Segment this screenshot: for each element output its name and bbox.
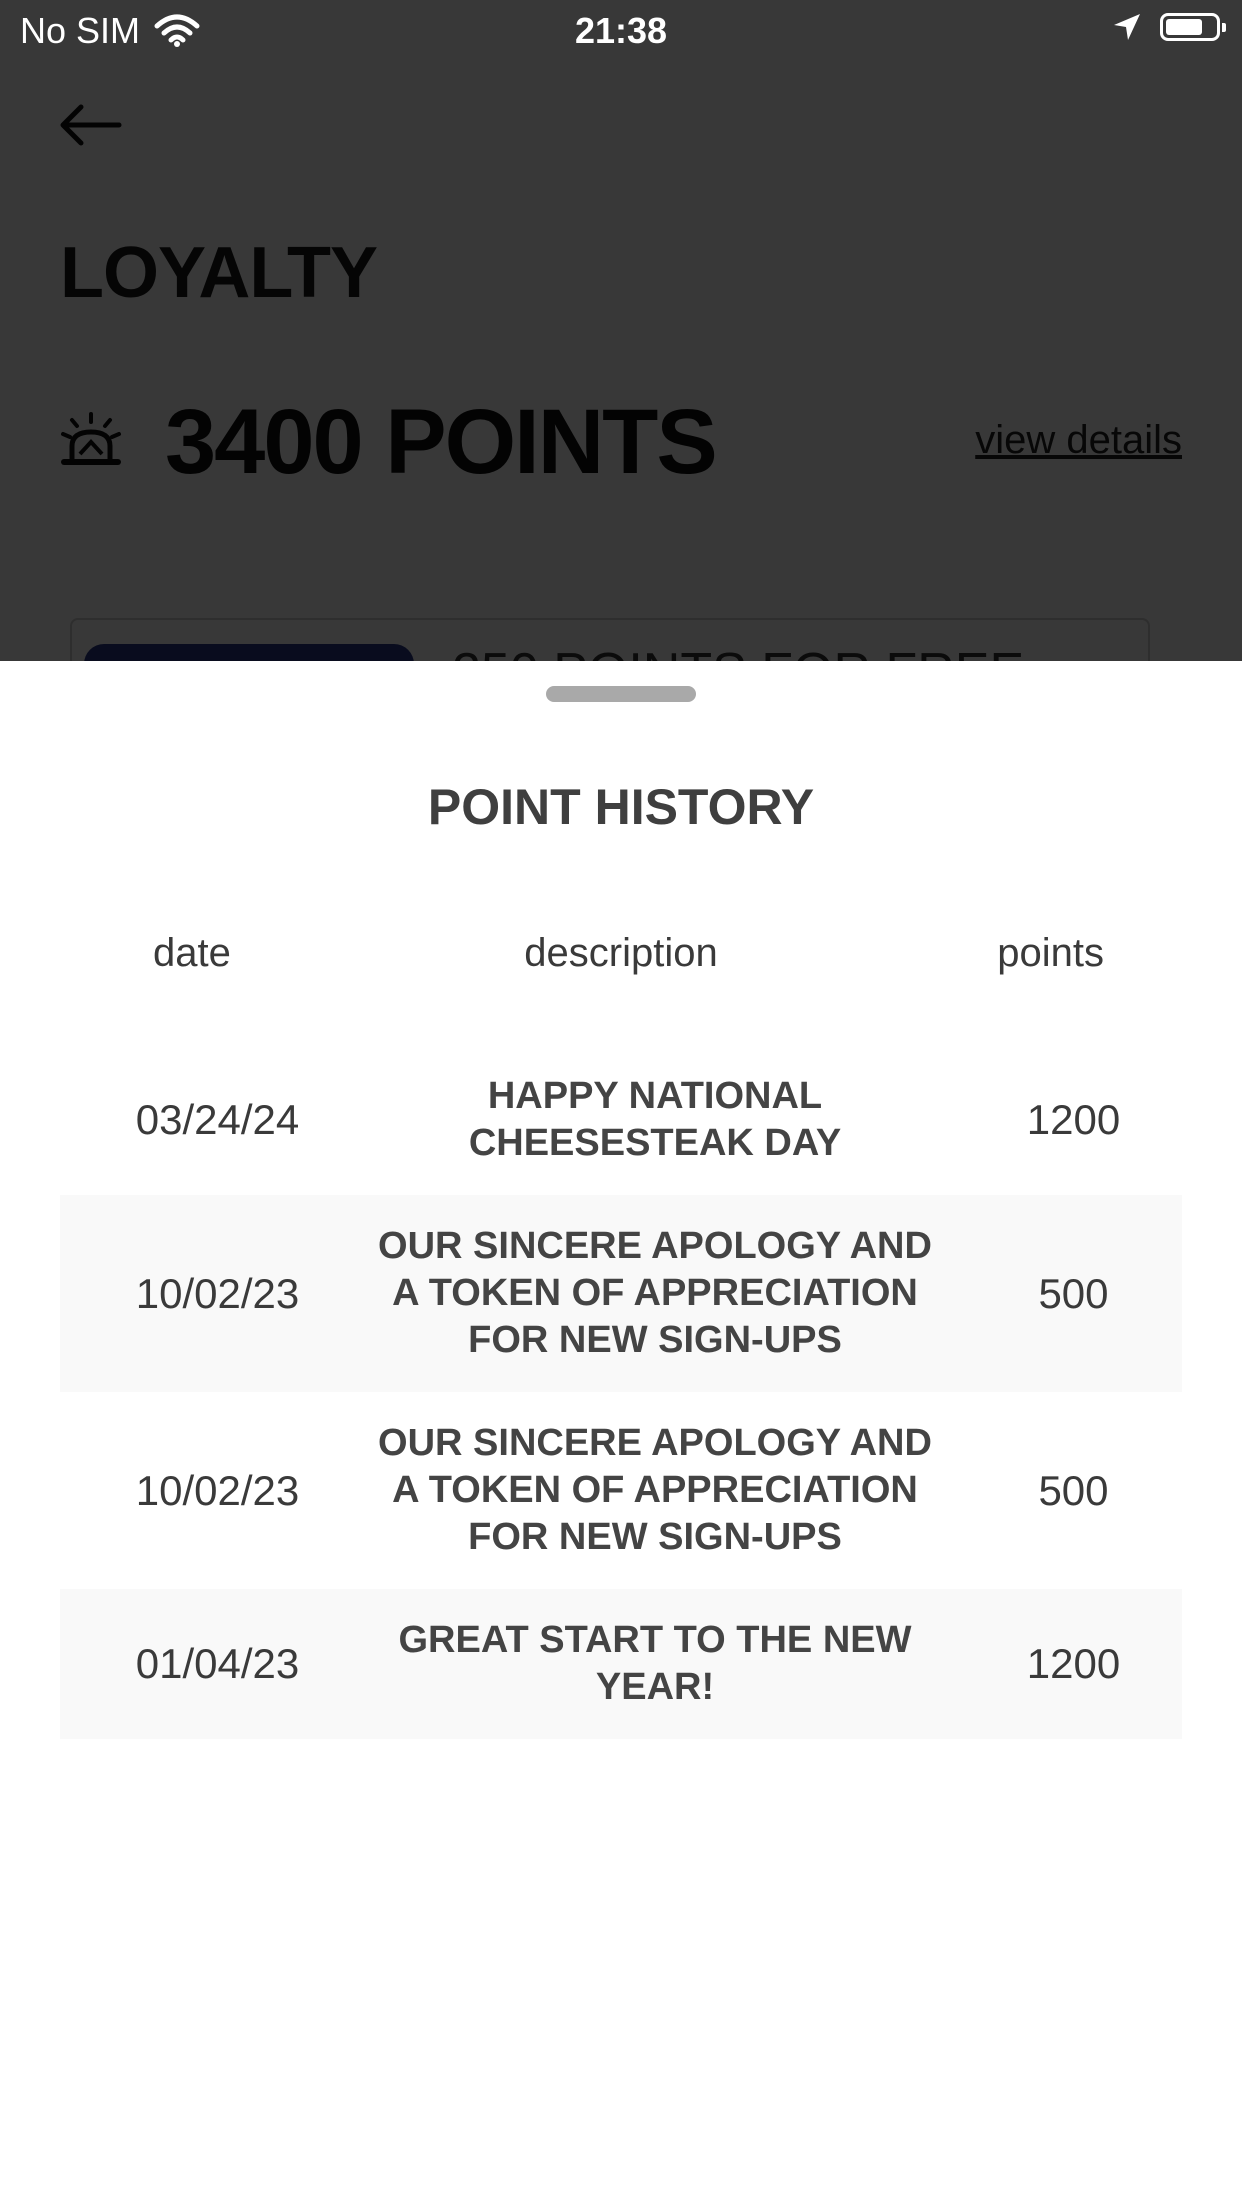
column-header-points: points xyxy=(997,931,1104,975)
carrier-label: No SIM xyxy=(20,10,141,51)
table-row xyxy=(60,1045,1182,1195)
row-description: HAPPY NATIONAL CHEESESTEAK DAY xyxy=(468,1075,842,1164)
table-row xyxy=(60,1392,1182,1589)
row-points: 500 xyxy=(1038,1269,1109,1317)
point-history-table xyxy=(60,931,1182,1739)
row-description: OUR SINCERE APOLOGY AND A TOKEN OF APPRECIATION FOR NEW SIGN-UPS xyxy=(378,1225,932,1361)
row-points: 1200 xyxy=(1026,1640,1121,1687)
row-date: 10/02/23 xyxy=(135,1269,300,1317)
table-row xyxy=(60,1195,1182,1392)
status-time: 21:38 xyxy=(574,10,668,51)
table-header xyxy=(60,931,1182,1031)
status-right xyxy=(1112,12,1220,42)
row-points: 1200 xyxy=(1026,1096,1121,1143)
row-points: 500 xyxy=(1038,1466,1109,1514)
point-history-sheet xyxy=(0,661,1242,2208)
row-description: OUR SINCERE APOLOGY AND A TOKEN OF APPRECIATION FOR NEW SIGN-UPS xyxy=(378,1422,932,1558)
battery-icon xyxy=(1160,13,1220,41)
sheet-title: POINT HISTORY xyxy=(427,779,815,835)
row-date: 10/02/23 xyxy=(135,1466,300,1514)
table-row xyxy=(60,1589,1182,1739)
column-header-date: date xyxy=(153,931,231,975)
location-arrow-icon xyxy=(1112,12,1142,42)
column-header-description: description xyxy=(524,931,718,975)
sheet-grabber-handle[interactable] xyxy=(546,686,696,702)
row-date: 03/24/24 xyxy=(135,1096,300,1143)
battery-fill xyxy=(1166,19,1202,35)
status-bar xyxy=(0,0,1242,60)
row-date: 01/04/23 xyxy=(135,1640,300,1687)
row-description: GREAT START TO THE NEW YEAR! xyxy=(398,1619,912,1708)
